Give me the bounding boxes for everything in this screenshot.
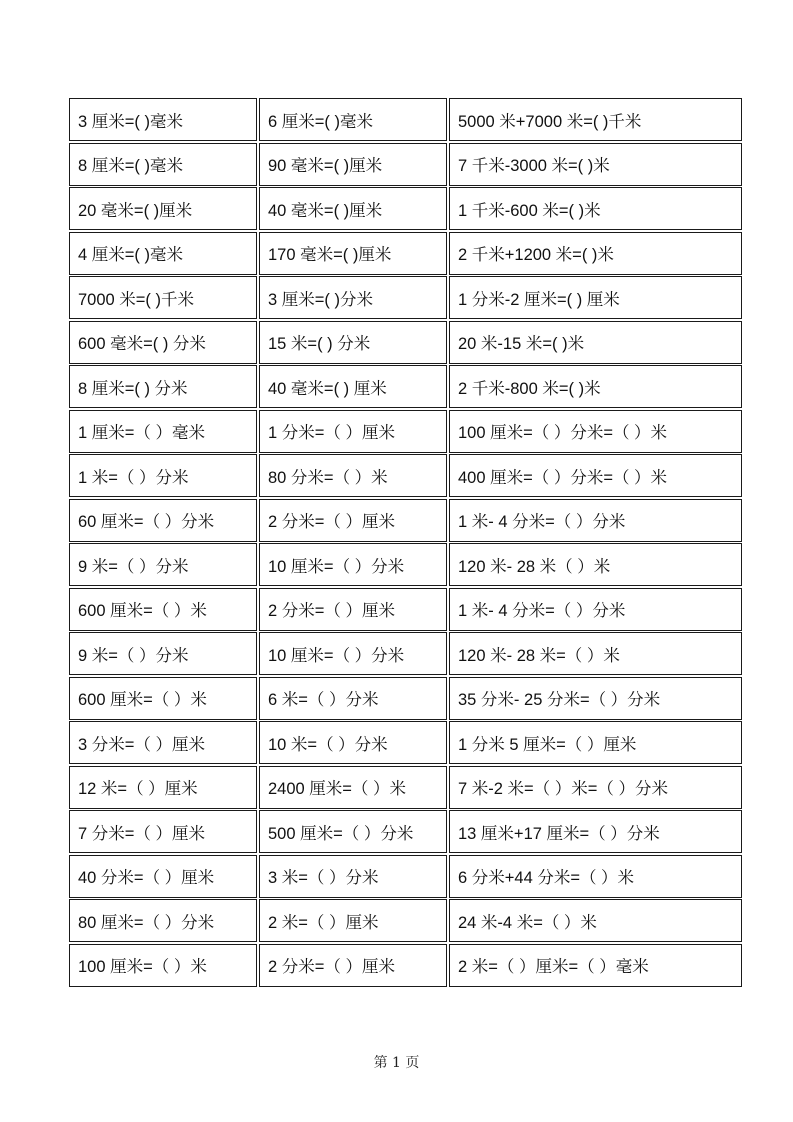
conversion-problem-cell: 40 毫米=( )厘米 xyxy=(259,187,447,230)
worksheet-row xyxy=(69,454,742,499)
conversion-problem-cell: 10 米=（ ）分米 xyxy=(259,721,447,764)
conversion-problem-cell: 600 毫米=( ) 分米 xyxy=(69,321,257,364)
conversion-problem-cell: 2 千米+1200 米=( )米 xyxy=(449,232,742,275)
conversion-problem-cell: 7 千米-3000 米=( )米 xyxy=(449,143,742,186)
worksheet-row xyxy=(69,321,742,366)
conversion-problem-cell: 120 米- 28 米（ ）米 xyxy=(449,543,742,586)
conversion-problem-cell: 20 米-15 米=( )米 xyxy=(449,321,742,364)
conversion-problem-cell: 2 分米=（ ）厘米 xyxy=(259,588,447,631)
worksheet-row xyxy=(69,410,742,455)
conversion-problem-cell: 40 分米=（ ）厘米 xyxy=(69,855,257,898)
worksheet-grid xyxy=(69,98,742,988)
page-number: 第 1 页 xyxy=(373,1055,420,1071)
conversion-problem-cell: 1 米- 4 分米=（ ）分米 xyxy=(449,499,742,542)
conversion-problem-cell: 2 千米-800 米=( )米 xyxy=(449,365,742,408)
worksheet-row xyxy=(69,276,742,321)
conversion-problem-cell: 2400 厘米=（ ）米 xyxy=(259,766,447,809)
conversion-problem-cell: 7 分米=（ ）厘米 xyxy=(69,810,257,853)
conversion-problem-cell: 12 米=（ ）厘米 xyxy=(69,766,257,809)
conversion-problem-cell: 1 厘米=（ ）毫米 xyxy=(69,410,257,453)
worksheet-row xyxy=(69,677,742,722)
worksheet-row xyxy=(69,855,742,900)
conversion-problem-cell: 1 米=（ ）分米 xyxy=(69,454,257,497)
conversion-problem-cell: 4 厘米=( )毫米 xyxy=(69,232,257,275)
conversion-problem-cell: 100 厘米=（ ）米 xyxy=(69,944,257,987)
conversion-problem-cell: 5000 米+7000 米=( )千米 xyxy=(449,98,742,141)
conversion-problem-cell: 9 米=（ ）分米 xyxy=(69,543,257,586)
worksheet-row xyxy=(69,899,742,944)
conversion-problem-cell: 35 分米- 25 分米=（ ）分米 xyxy=(449,677,742,720)
conversion-problem-cell: 20 毫米=( )厘米 xyxy=(69,187,257,230)
worksheet-row xyxy=(69,499,742,544)
conversion-problem-cell: 10 厘米=（ ）分米 xyxy=(259,632,447,675)
conversion-problem-cell: 9 米=（ ）分米 xyxy=(69,632,257,675)
conversion-problem-cell: 1 分米=（ ）厘米 xyxy=(259,410,447,453)
conversion-problem-cell: 1 米- 4 分米=（ ）分米 xyxy=(449,588,742,631)
conversion-problem-cell: 8 厘米=( ) 分米 xyxy=(69,365,257,408)
conversion-problem-cell: 3 分米=（ ）厘米 xyxy=(69,721,257,764)
conversion-problem-cell: 1 千米-600 米=( )米 xyxy=(449,187,742,230)
conversion-problem-cell: 2 米=（ ）厘米=（ ）毫米 xyxy=(449,944,742,987)
conversion-problem-cell: 500 厘米=（ ）分米 xyxy=(259,810,447,853)
conversion-problem-cell: 120 米- 28 米=（ ）米 xyxy=(449,632,742,675)
worksheet-row xyxy=(69,187,742,232)
conversion-problem-cell: 24 米-4 米=（ ）米 xyxy=(449,899,742,942)
conversion-problem-cell: 600 厘米=（ ）米 xyxy=(69,677,257,720)
conversion-problem-cell: 2 分米=（ ）厘米 xyxy=(259,944,447,987)
worksheet-row xyxy=(69,143,742,188)
conversion-problem-cell: 3 厘米=( )分米 xyxy=(259,276,447,319)
conversion-problem-cell: 40 毫米=( ) 厘米 xyxy=(259,365,447,408)
conversion-problem-cell: 2 分米=（ ）厘米 xyxy=(259,499,447,542)
conversion-problem-cell: 6 厘米=( )毫米 xyxy=(259,98,447,141)
worksheet-row xyxy=(69,944,742,989)
conversion-problem-cell: 80 分米=（ ）米 xyxy=(259,454,447,497)
conversion-problem-cell: 2 米=（ ）厘米 xyxy=(259,899,447,942)
conversion-problem-cell: 10 厘米=（ ）分米 xyxy=(259,543,447,586)
conversion-problem-cell: 100 厘米=（ ）分米=（ ）米 xyxy=(449,410,742,453)
conversion-problem-cell: 7 米-2 米=（ ）米=（ ）分米 xyxy=(449,766,742,809)
conversion-problem-cell: 8 厘米=( )毫米 xyxy=(69,143,257,186)
conversion-problem-cell: 3 厘米=( )毫米 xyxy=(69,98,257,141)
worksheet-row xyxy=(69,588,742,633)
conversion-problem-cell: 600 厘米=（ ）米 xyxy=(69,588,257,631)
conversion-problem-cell: 3 米=（ ）分米 xyxy=(259,855,447,898)
conversion-problem-cell: 80 厘米=（ ）分米 xyxy=(69,899,257,942)
conversion-problem-cell: 60 厘米=（ ）分米 xyxy=(69,499,257,542)
worksheet-row xyxy=(69,232,742,277)
conversion-problem-cell: 1 分米-2 厘米=( ) 厘米 xyxy=(449,276,742,319)
conversion-problem-cell: 1 分米 5 厘米=（ ）厘米 xyxy=(449,721,742,764)
worksheet-row xyxy=(69,632,742,677)
conversion-problem-cell: 170 毫米=( )厘米 xyxy=(259,232,447,275)
conversion-problem-cell: 6 分米+44 分米=（ ）米 xyxy=(449,855,742,898)
worksheet-row xyxy=(69,810,742,855)
worksheet-row xyxy=(69,365,742,410)
conversion-problem-cell: 400 厘米=（ ）分米=（ ）米 xyxy=(449,454,742,497)
conversion-problem-cell: 6 米=（ ）分米 xyxy=(259,677,447,720)
worksheet-row xyxy=(69,721,742,766)
worksheet-row xyxy=(69,543,742,588)
conversion-problem-cell: 90 毫米=( )厘米 xyxy=(259,143,447,186)
conversion-problem-cell: 7000 米=( )千米 xyxy=(69,276,257,319)
worksheet-row xyxy=(69,98,742,143)
conversion-problem-cell: 15 米=( ) 分米 xyxy=(259,321,447,364)
worksheet-row xyxy=(69,766,742,811)
conversion-problem-cell: 13 厘米+17 厘米=（ ）分米 xyxy=(449,810,742,853)
